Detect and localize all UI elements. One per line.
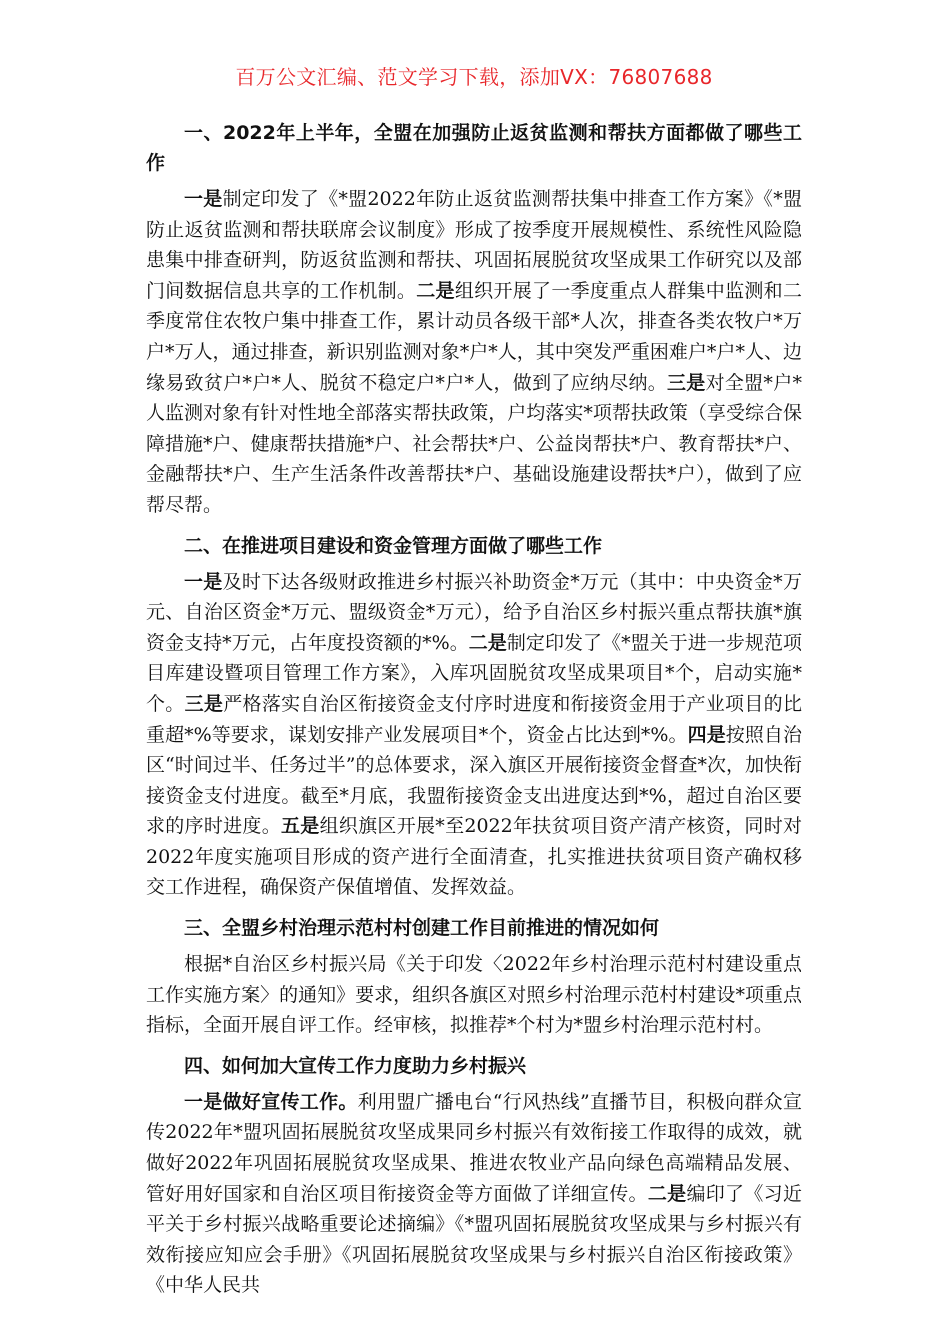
paragraph-text: 利用盟广播电台“行风热线”直播节目，积极向群众宣传2022年*盟巩固拓展脱贫攻坚成果同乡村振兴有效衔接工作取得的成效，就做好2022年巩固拓展脱贫攻坚成果、推进农牧业产品向绿色高端精品发展、管好用好国家和自治区项目衔接资金等方面做了详细宣传。 <box>146 1090 802 1205</box>
paragraph-text: 制定印发了《*盟2022年防止返贫监测帮扶集中排查工作方案》《*盟防止返贫监测和帮扶联席会议制度》形成了按季度开展规模性、系统性风险隐患集中排查研判，防返贫监测和帮扶、巩固拓展脱贫攻坚成果工作研究以及部门间数据信息共享的工作机制。 <box>146 188 802 302</box>
bold-lead-text: 一是做好宣传工作。 <box>184 1090 358 1113</box>
section-heading: 四、如何加大宣传工作力度助力乡村振兴 <box>184 1054 527 1077</box>
bold-lead-text: 一是 <box>184 188 223 210</box>
body-paragraph <box>146 949 802 1041</box>
body-paragraph <box>146 1087 802 1301</box>
bold-lead-text: 二是 <box>647 1182 687 1205</box>
paragraph-text: 对全盟*户*人监测对象有针对性地全部落实帮扶政策，户均落实*项帮扶政策（享受综合保障措施*户、健康帮扶措施*户、社会帮扶*户、公益岗帮扶*户、教育帮扶*户、金融帮扶*户、生产生活条件改善帮扶*户、基础设施建设帮扶*户），做到了应帮尽帮。 <box>146 371 802 516</box>
section-heading: 三、全盟乡村治理示范村村创建工作目前推进的情况如何 <box>184 917 660 940</box>
bold-lead-text: 三是 <box>184 692 224 715</box>
paragraph-text: 及时下达各级财政推进乡村振兴补助资金*万元（其中：中央资金*万元、自治区资金*万元、盟级资金*万元），给予自治区乡村振兴重点帮扶旗*旗资金支持*万元，占年度投资额的*%。 <box>146 570 802 654</box>
bold-lead-text: 二是 <box>416 279 455 302</box>
bold-lead-text: 一是 <box>184 570 223 593</box>
section-heading: 一、2022年上半年，全盟在加强防止返贫监测和帮扶方面都做了哪些工作 <box>146 122 802 174</box>
paragraph-text: 根据*自治区乡村振兴局《关于印发〈2022年乡村治理示范村村建设重点工作实施方案〉的通知》要求，组织各旗区对照乡村治理示范村村建设*项重点指标，全面开展自评工作。经审核，拟推荐*个村为*盟乡村治理示范村村。 <box>146 953 802 1037</box>
paragraph-text: 严格落实自治区衔接资金支付序时进度和衔接资金用于产业项目的比重超*%等要求，谋划安排产业发展项目*个，资金占比达到*%。 <box>146 692 802 746</box>
bold-lead-text: 五是 <box>281 815 320 838</box>
document-body <box>146 118 802 1301</box>
paragraph-text: 组织旗区开展*至2022年扶贫项目资产清产核资，同时对2022年度实施项目形成的资产进行全面清查，扎实推进扶贫项目资产确权移交工作进程，确保资产保值增值、发挥效益。 <box>146 815 802 899</box>
watermark-banner: 百万公文汇编、范文学习下载，添加VX：76807688 <box>235 65 713 89</box>
bold-lead-text: 三是 <box>667 371 706 394</box>
paragraph-text: 按照自治区“时间过半、任务过半”的总体要求，深入旗区开展衔接资金督查*次，加快衔接资金支付进度。截至*月底，我盟衔接资金支出进度达到*%，超过自治区要求的序时进度。 <box>146 723 802 838</box>
paragraph-text: 组织开展了一季度重点人群集中监测和二季度常住农牧户集中排查工作，累计动员各级干部*人次，排查各类农牧户*万户*万人，通过排查，新识别监测对象*户*人，其中突发严重困难户*户*人、边缘易致贫户*户*人、脱贫不稳定户*户*人，做到了应纳尽纳。 <box>146 279 802 394</box>
body-paragraph <box>146 567 802 904</box>
bold-lead-text: 四是 <box>687 723 726 746</box>
section-heading: 二、在推进项目建设和资金管理方面做了哪些工作 <box>184 534 603 557</box>
body-paragraph <box>146 184 802 521</box>
bold-lead-text: 二是 <box>468 631 507 654</box>
paragraph-text: 制定印发了《*盟关于进一步规范项目库建设暨项目管理工作方案》，入库巩固脱贫攻坚成果项目*个，启动实施*个。 <box>146 631 802 715</box>
paragraph-text: 编印了《习近平关于乡村振兴战略重要论述摘编》《*盟巩固拓展脱贫攻坚成果与乡村振兴有效衔接应知应会手册》《巩固拓展脱贫攻坚成果与乡村振兴自治区衔接政策》《中华人民共 <box>146 1182 802 1297</box>
